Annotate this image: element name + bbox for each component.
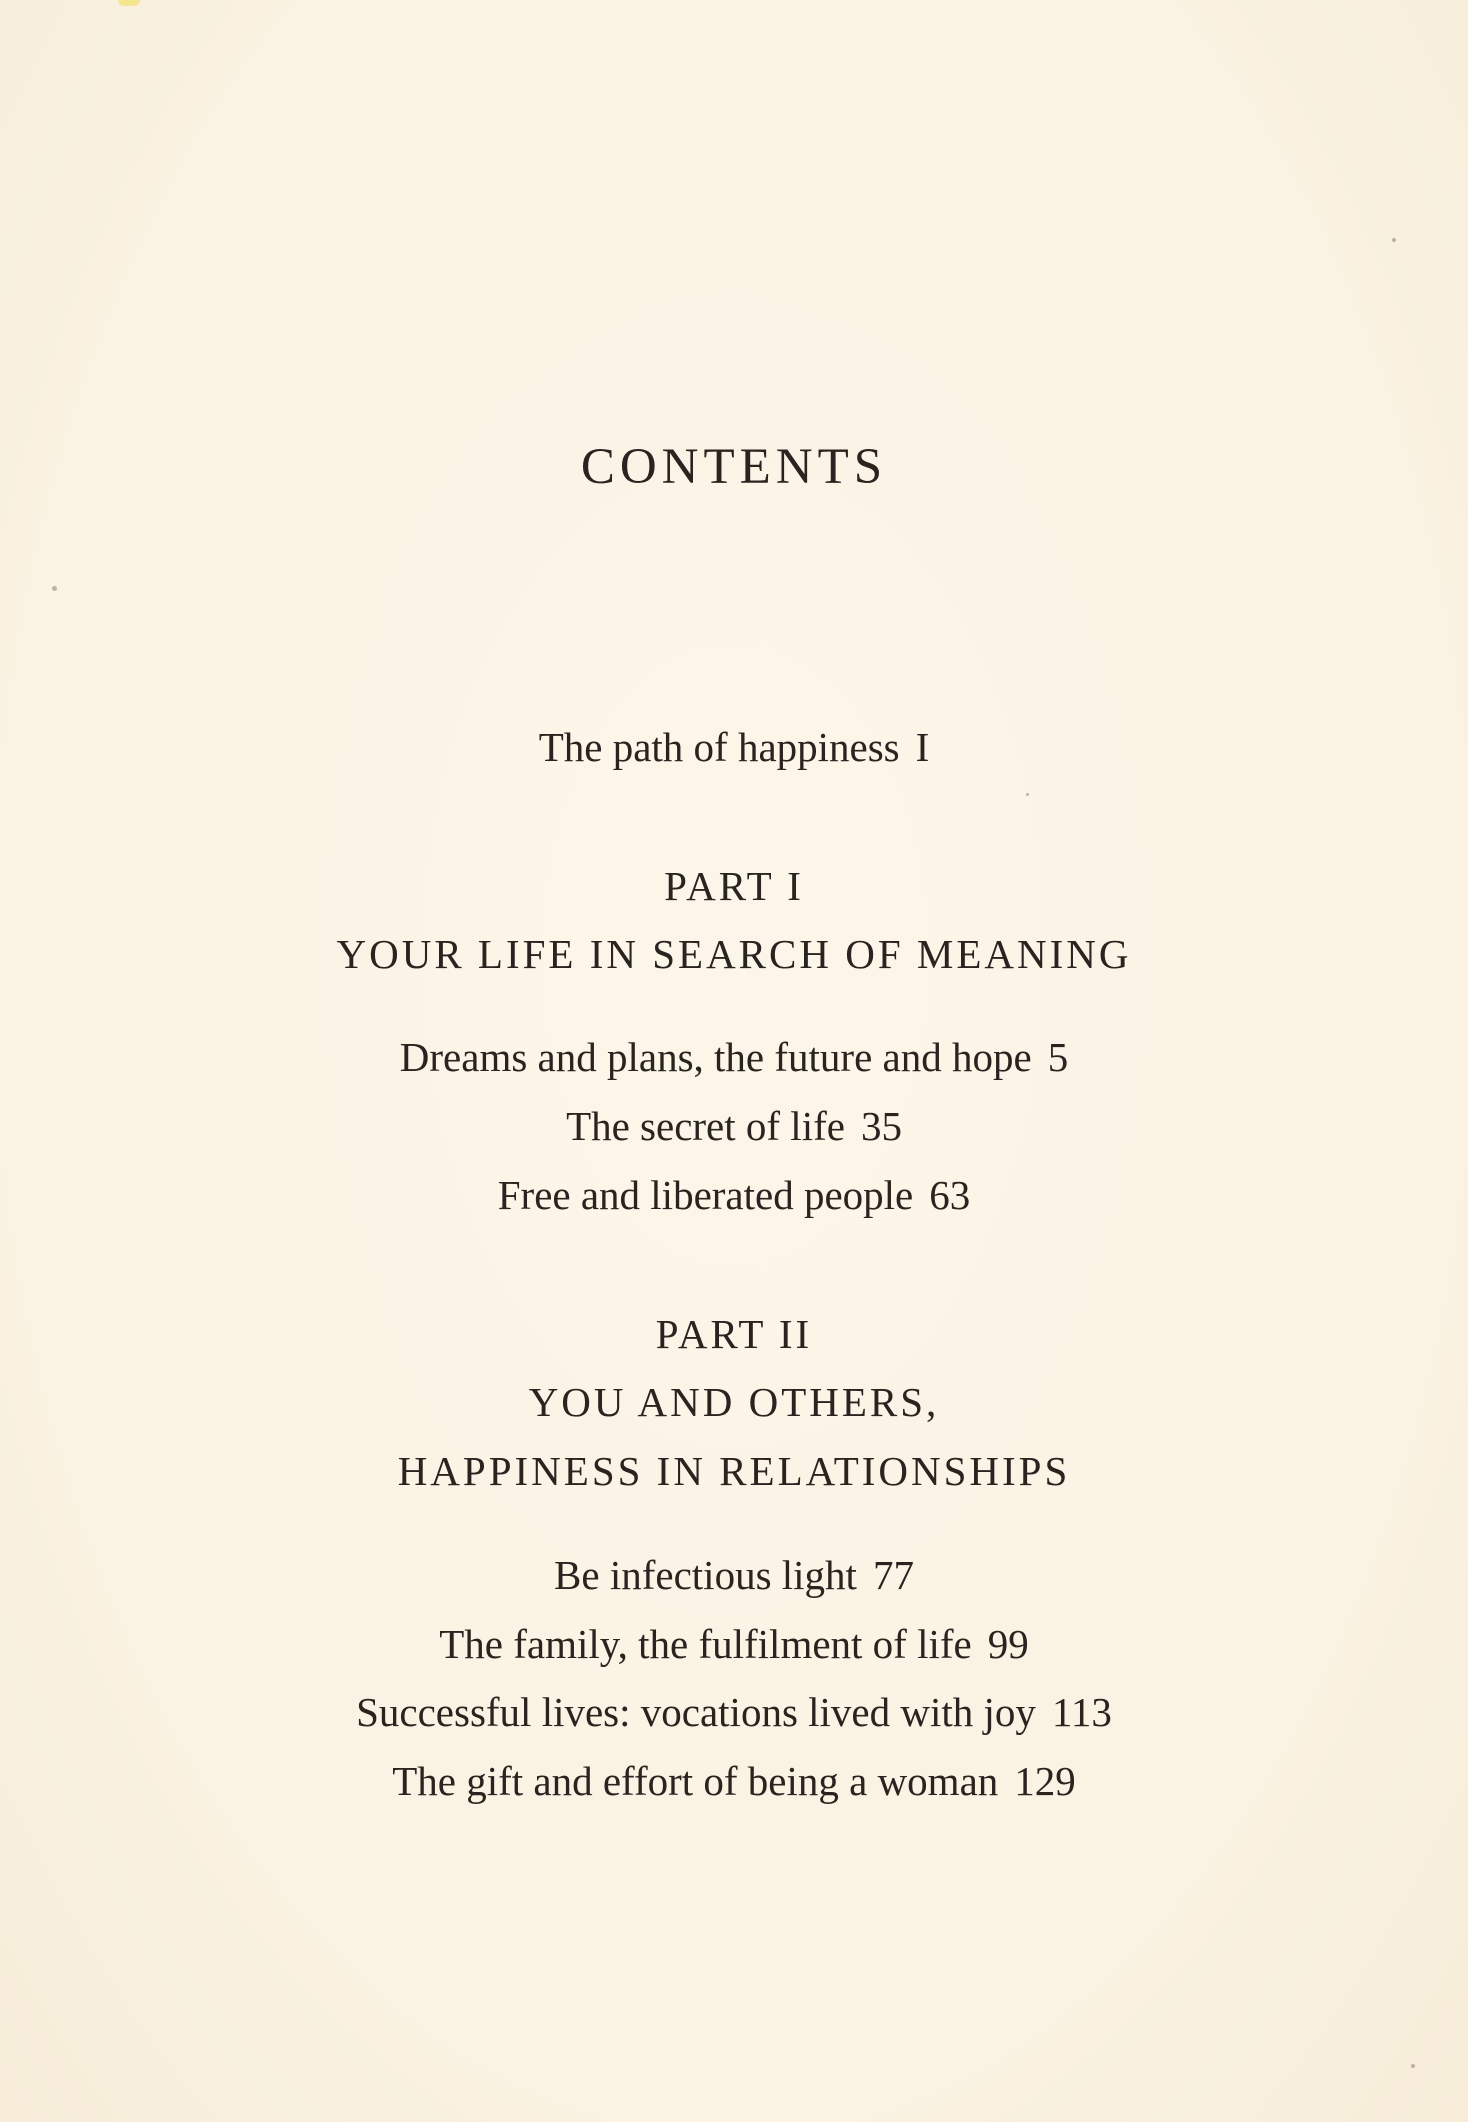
entry-title: Be infectious light — [554, 1552, 857, 1598]
entry-page-number: 129 — [1014, 1758, 1076, 1804]
part-2-label: PART II — [655, 1311, 813, 1357]
entry-page-number: 77 — [872, 1552, 914, 1598]
toc-entry[interactable] — [0, 1757, 1468, 1805]
entry-title: The secret of life — [566, 1103, 845, 1149]
entry-page-number: 5 — [1047, 1034, 1069, 1080]
toc-entry[interactable] — [0, 1033, 1468, 1081]
entry-page-number: 35 — [860, 1103, 902, 1149]
entry-title: Dreams and plans, the future and hope — [399, 1034, 1032, 1080]
paper-speck — [1026, 793, 1029, 796]
entry-title: Free and liberated people — [497, 1172, 914, 1218]
part-2-title-line-2: HAPPINESS IN RELATIONSHIPS — [397, 1448, 1071, 1494]
paper-speck — [1392, 238, 1396, 242]
corner-stain — [118, 0, 140, 6]
entry-page-number: I — [915, 724, 930, 770]
toc-entry[interactable] — [0, 1171, 1468, 1219]
entry-page-number: 63 — [929, 1172, 971, 1218]
toc-entry[interactable] — [0, 1620, 1468, 1668]
paper-speck — [52, 586, 57, 591]
entry-title: The family, the fulfilment of life — [439, 1621, 972, 1667]
entry-title: The path of happiness — [538, 724, 900, 770]
part-1-title: YOUR LIFE IN SEARCH OF MEANING — [336, 931, 1132, 977]
toc-entry[interactable] — [0, 1688, 1468, 1736]
part-2-title-line-1: YOU AND OTHERS, — [528, 1379, 940, 1425]
entry-page-number: 113 — [1051, 1689, 1112, 1735]
entry-page-number: 99 — [987, 1621, 1029, 1667]
toc-entry[interactable] — [0, 1102, 1468, 1150]
entry-title: The gift and effort of being a woman — [392, 1758, 999, 1804]
toc-entry-intro[interactable] — [0, 723, 1468, 771]
entry-title: Successful lives: vocations lived with joy — [356, 1689, 1036, 1735]
paper-speck — [1411, 2064, 1415, 2068]
toc-entry[interactable] — [0, 1551, 1468, 1599]
part-1-label: PART I — [664, 863, 804, 909]
contents-title: CONTENTS — [580, 439, 888, 495]
